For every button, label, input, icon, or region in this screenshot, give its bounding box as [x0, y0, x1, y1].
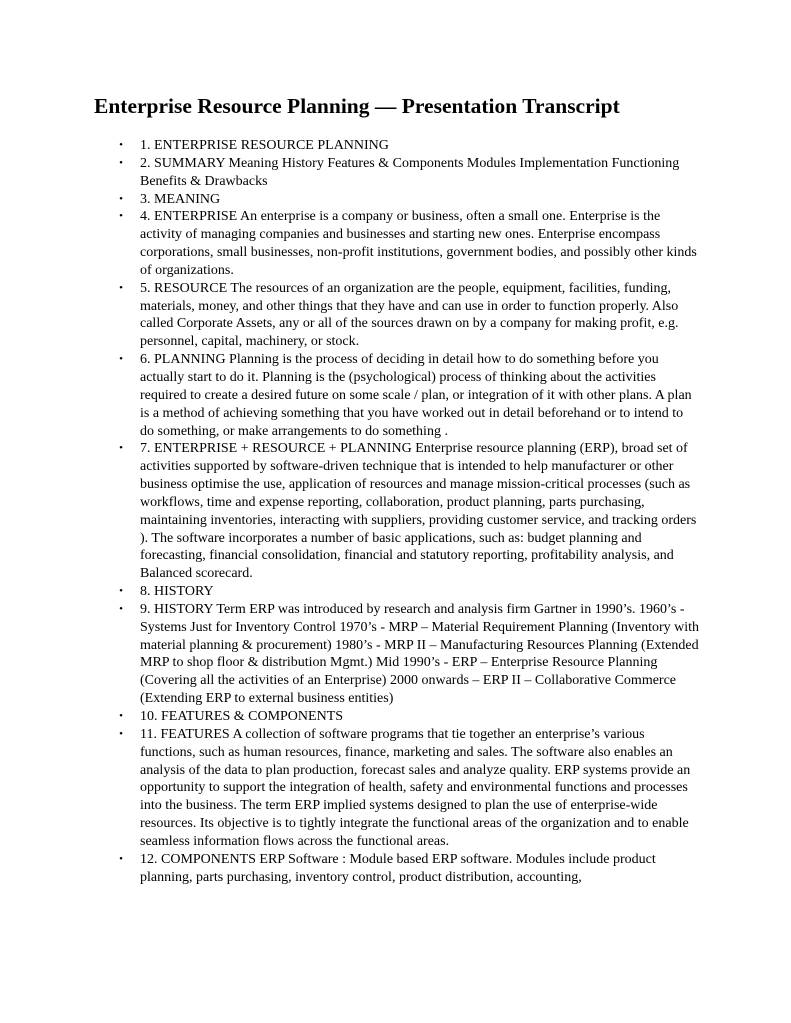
bullet-icon: • — [119, 353, 123, 366]
list-item-text: 9. HISTORY Term ERP was introduced by research and analysis firm Gartner in 1990’s. 1960’s - Systems Just for Inventory Control 1970’s - MRP – Material Requirement Planning (Inventory with material planning & procurement) 1980’s - MRP II – Manufacturing Resources Planning (Extended MRP to shop floor & distribution Mgmt.) Mid 1990’s - ERP – Enterprise Resource Planning (Covering all the activities of an Enterprise) 2000 onwards – ERP II – Collaborative Commerce (Extending ERP to external business entities) — [140, 601, 700, 707]
transcript-list — [119, 137, 700, 886]
list-item-text: 10. FEATURES & COMPONENTS — [140, 709, 344, 724]
bullet-icon: • — [119, 602, 123, 615]
bullet-icon: • — [119, 852, 123, 865]
list-item — [119, 601, 700, 708]
list-item-text: 7. ENTERPRISE + RESOURCE + PLANNING Enterprise resource planning (ERP), broad set of activities supported by software-driven technique that is intended to help manufacturer or other business optimise the use, application of resources and manage mission-critical processes (such as workflows, time and expense reporting, collaboration, product planning, parts purchasing, maintaining inventories, interacting with suppliers, providing customer service, and tracking orders ). The software incorporates a number of basic applications, such as: budget planning and forecasting, financial consolidation, financial and statutory reporting, profitability analysis, and Balanced scorecard. — [140, 441, 697, 582]
list-item-text: 11. FEATURES A collection of software programs that tie together an enterprise’s various functions, such as human resources, finance, marketing and sales. The software also enables an analysis of the data to plan production, forecast sales and analyze quality. ERP systems provide an opportunity to support the integration of health, safety and environmental functions and processes into the business. The term ERP implied systems designed to plan the use of enterprise-wide resources. Its objective is to tightly integrate the functional areas of the organization and to enable seamless information flows across the functional areas. — [140, 726, 691, 849]
list-item — [119, 726, 700, 851]
list-item — [119, 280, 700, 351]
list-item — [119, 440, 700, 583]
list-item-text: 3. MEANING — [140, 191, 221, 207]
list-item-text: 8. HISTORY — [140, 584, 214, 600]
bullet-icon: • — [119, 281, 123, 294]
list-item — [119, 208, 700, 279]
list-item — [119, 191, 700, 209]
list-item — [119, 708, 700, 726]
bullet-icon: • — [119, 585, 123, 598]
list-item-text: 12. COMPONENTS ERP Software : Module based ERP software. Modules include product planning, parts purchasing, inventory control, product distribution, accounting, — [140, 851, 656, 885]
page-title: Enterprise Resource Planning — Presentation Transcript — [94, 94, 620, 118]
list-item — [119, 137, 700, 155]
bullet-icon: • — [119, 156, 123, 169]
list-item — [119, 583, 700, 601]
bullet-icon: • — [119, 442, 123, 455]
list-item — [119, 155, 700, 191]
list-item-text: 4. ENTERPRISE An enterprise is a company or business, often a small one. Enterprise is the activity of managing companies and businesses and starting new ones. Enterprise encompass corporations, small businesses, non-profit institutions, government bodies, and possibly other kinds of organizations. — [140, 209, 697, 278]
bullet-icon: • — [119, 210, 123, 223]
list-item-text: 6. PLANNING Planning is the process of deciding in detail how to do something before you actually start to do it. Planning is the (psychological) process of thinking about the activities required to create a desired future on some scale / plan, or integration of it with other plans. A plan is a method of achieving something that you have worked out in detail beforehand or to intend to do something, or make arrangements to do something . — [140, 352, 692, 439]
list-item — [119, 351, 700, 440]
list-item-text: 1. ENTERPRISE RESOURCE PLANNING — [140, 138, 389, 153]
bullet-icon: • — [119, 139, 123, 151]
bullet-icon: • — [119, 192, 123, 205]
bullet-icon: • — [119, 727, 123, 740]
list-item — [119, 851, 700, 887]
list-item-text: 5. RESOURCE The resources of an organization are the people, equipment, facilities, funding, materials, money, and other things that they have and can use in order to function properly. Also called Corporate Assets, any or all of the sources drawn on by a company for making profit, e.g. personnel, capital, machinery, or stock. — [140, 280, 679, 350]
list-item-text: 2. SUMMARY Meaning History Features & Components Modules Implementation Functioning Benefits & Drawbacks — [140, 155, 680, 189]
bullet-icon: • — [119, 710, 123, 722]
